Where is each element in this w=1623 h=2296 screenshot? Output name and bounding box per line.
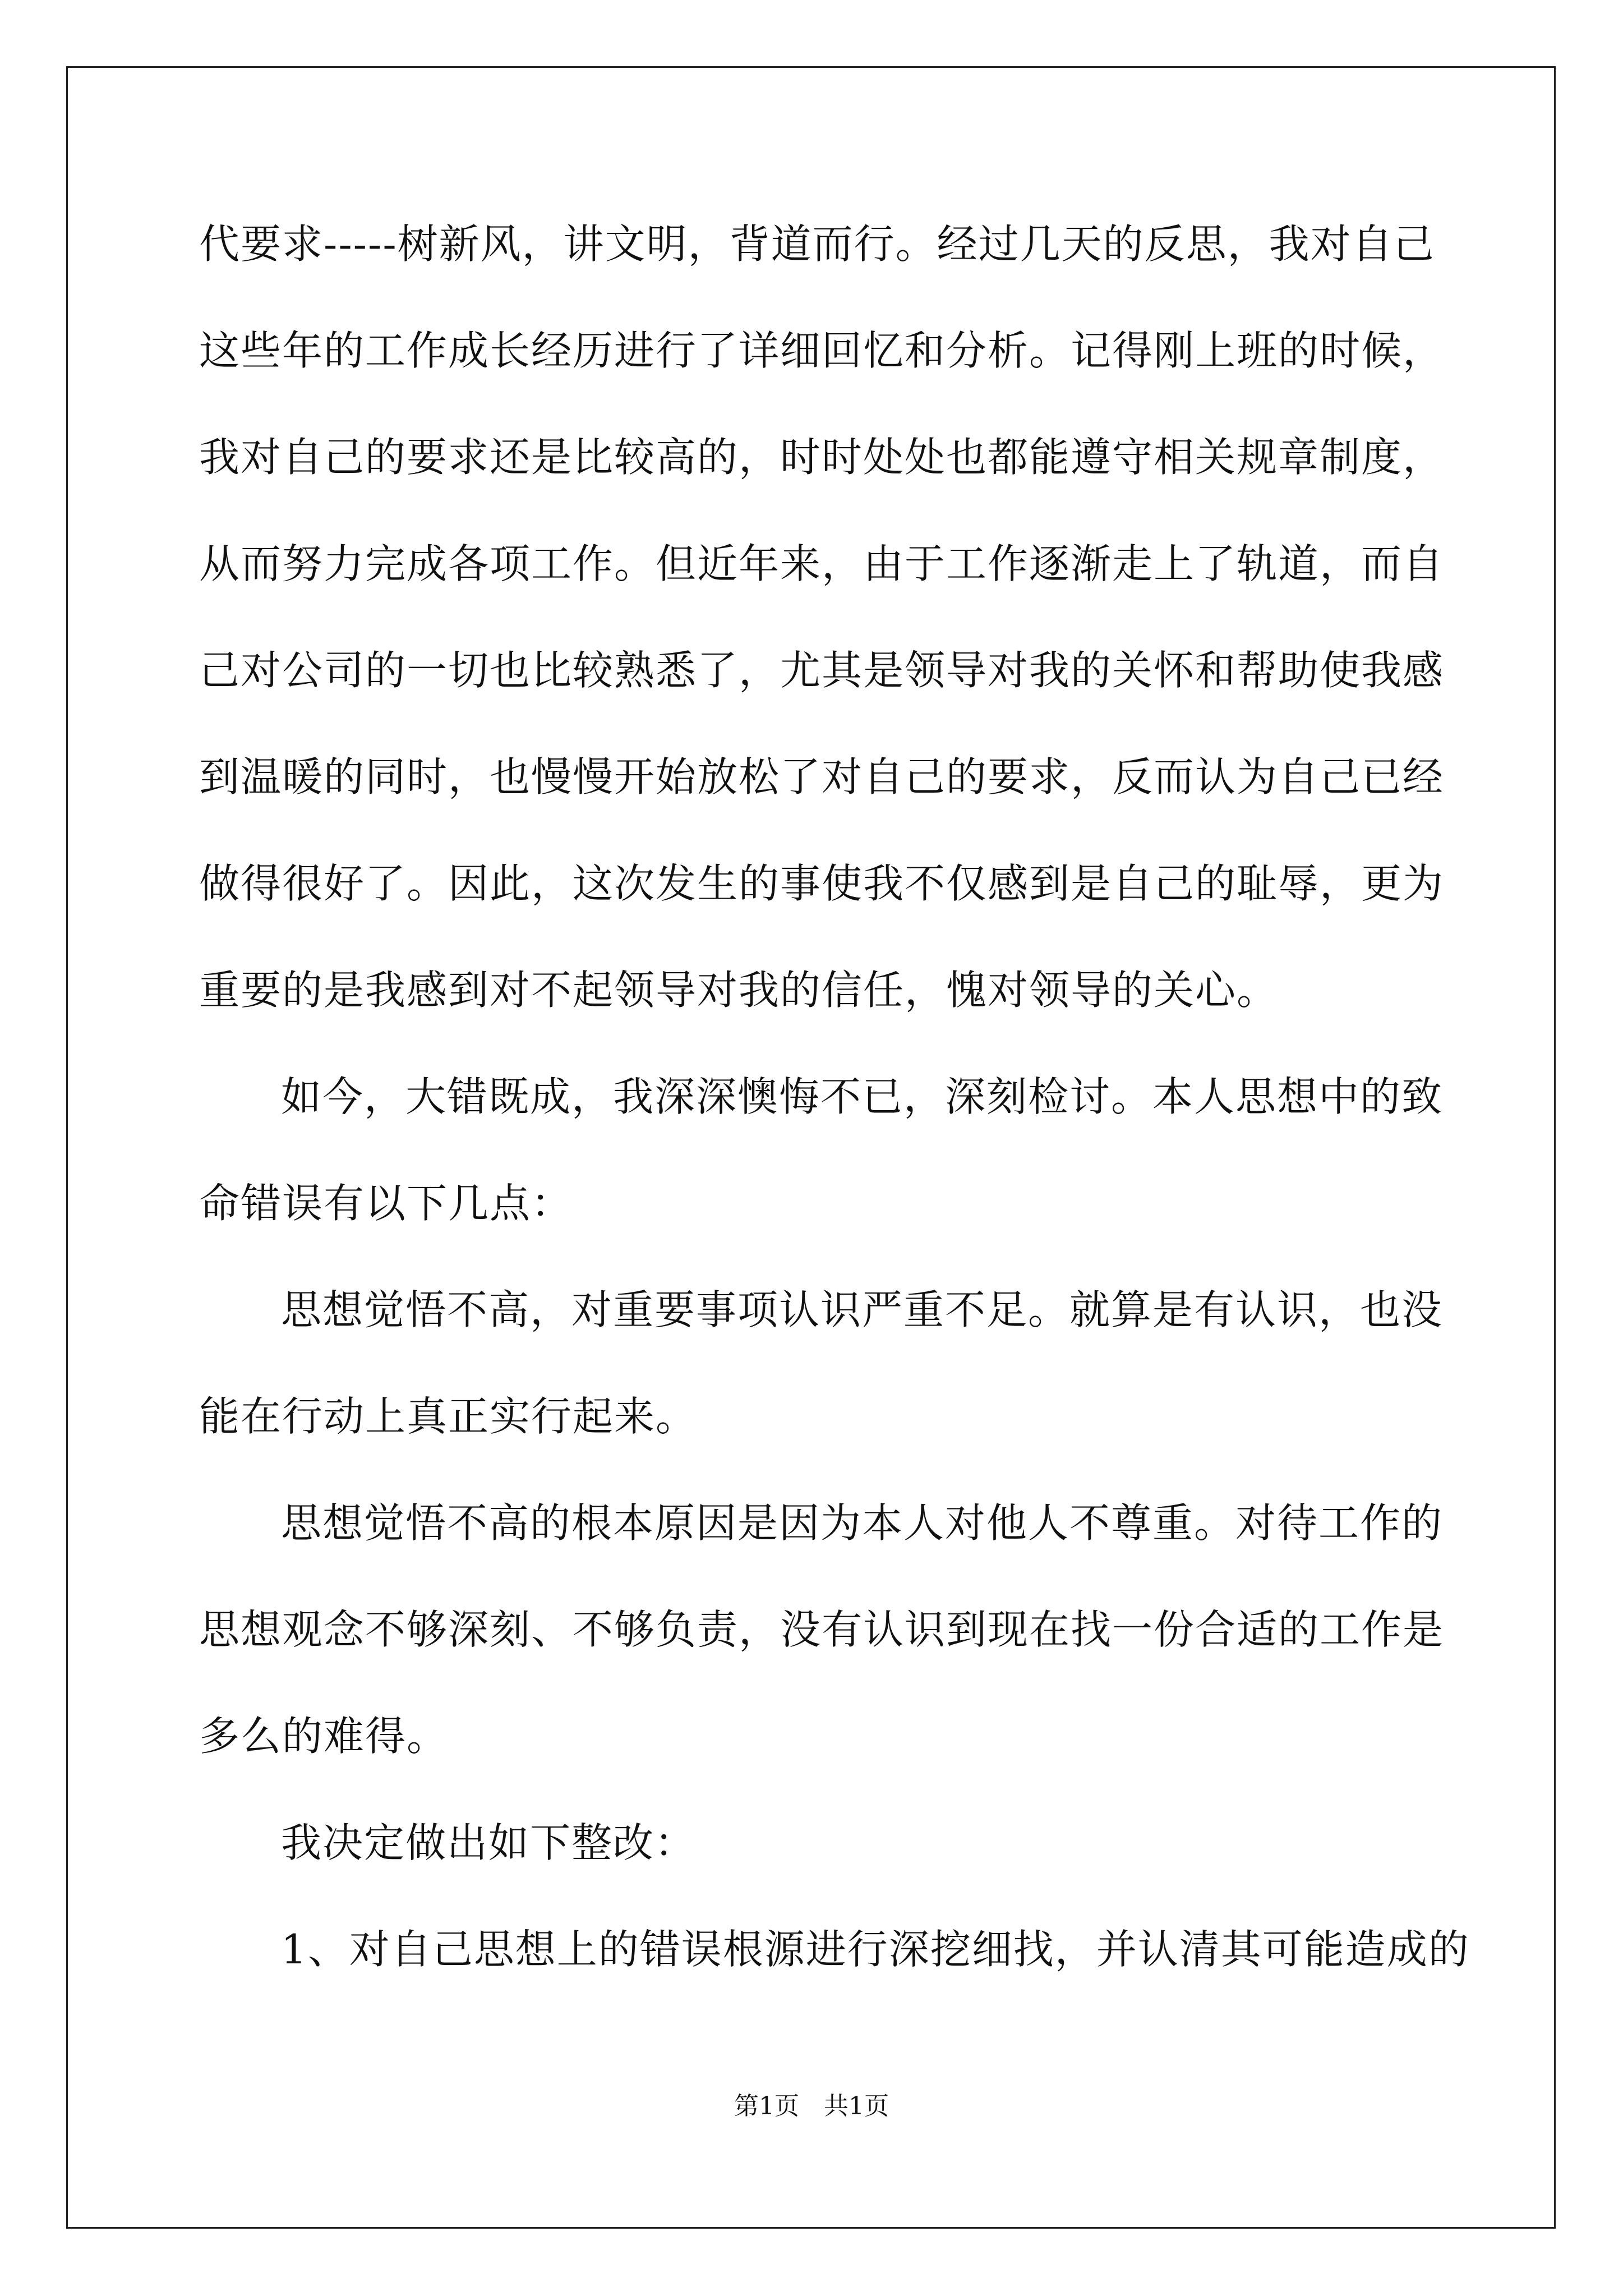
- text-line: 多么的难得。: [199, 1713, 449, 1760]
- text-line: 从而努力完成各项工作。但近年来，由于工作逐渐走上了轨道，而自: [199, 540, 1445, 587]
- paragraph-first-line: 如今，大错既成，我深深懊悔不已，深刻检讨。本人思想中的致: [281, 1073, 1444, 1120]
- text-line: 己对公司的一切也比较熟悉了，尤其是领导对我的关怀和帮助使我感: [199, 647, 1445, 694]
- text-line: 命错误有以下几点：: [199, 1180, 573, 1227]
- text-line: 做得很好了。因此，这次发生的事使我不仅感到是自己的耻辱，更为: [199, 860, 1445, 907]
- text-line: 这些年的工作成长经历进行了详细回忆和分析。记得刚上班的时候，: [199, 327, 1445, 374]
- paragraph-first-line: 1、对自己思想上的错误根源进行深挖细找，并认清其可能造成的: [281, 1926, 1470, 1973]
- text-line: 代要求-----树新风，讲文明，背道而行。经过几天的反思，我对自己: [199, 220, 1435, 268]
- paragraph-first-line: 我决定做出如下整改：: [281, 1819, 697, 1866]
- page-number-footer: 第1页 共1页: [734, 2092, 889, 2120]
- document-body: [199, 210, 1470, 2022]
- text-line: 我对自己的要求还是比较高的，时时处处也都能遵守相关规章制度，: [199, 434, 1445, 481]
- text-line: 思想观念不够深刻、不够负责，没有认识到现在找一份合适的工作是: [199, 1606, 1445, 1653]
- paragraph-first-line: 思想觉悟不高，对重要事项认识严重不足。就算是有认识，也没: [281, 1286, 1444, 1333]
- paragraph-first-line: 思想觉悟不高的根本原因是因为本人对他人不尊重。对待工作的: [281, 1499, 1444, 1547]
- text-line: 重要的是我感到对不起领导对我的信任，愧对领导的关心。: [199, 967, 1279, 1014]
- text-line: 到温暖的同时，也慢慢开始放松了对自己的要求，反而认为自己已经: [199, 753, 1445, 800]
- text-line: 能在行动上真正实行起来。: [199, 1393, 698, 1440]
